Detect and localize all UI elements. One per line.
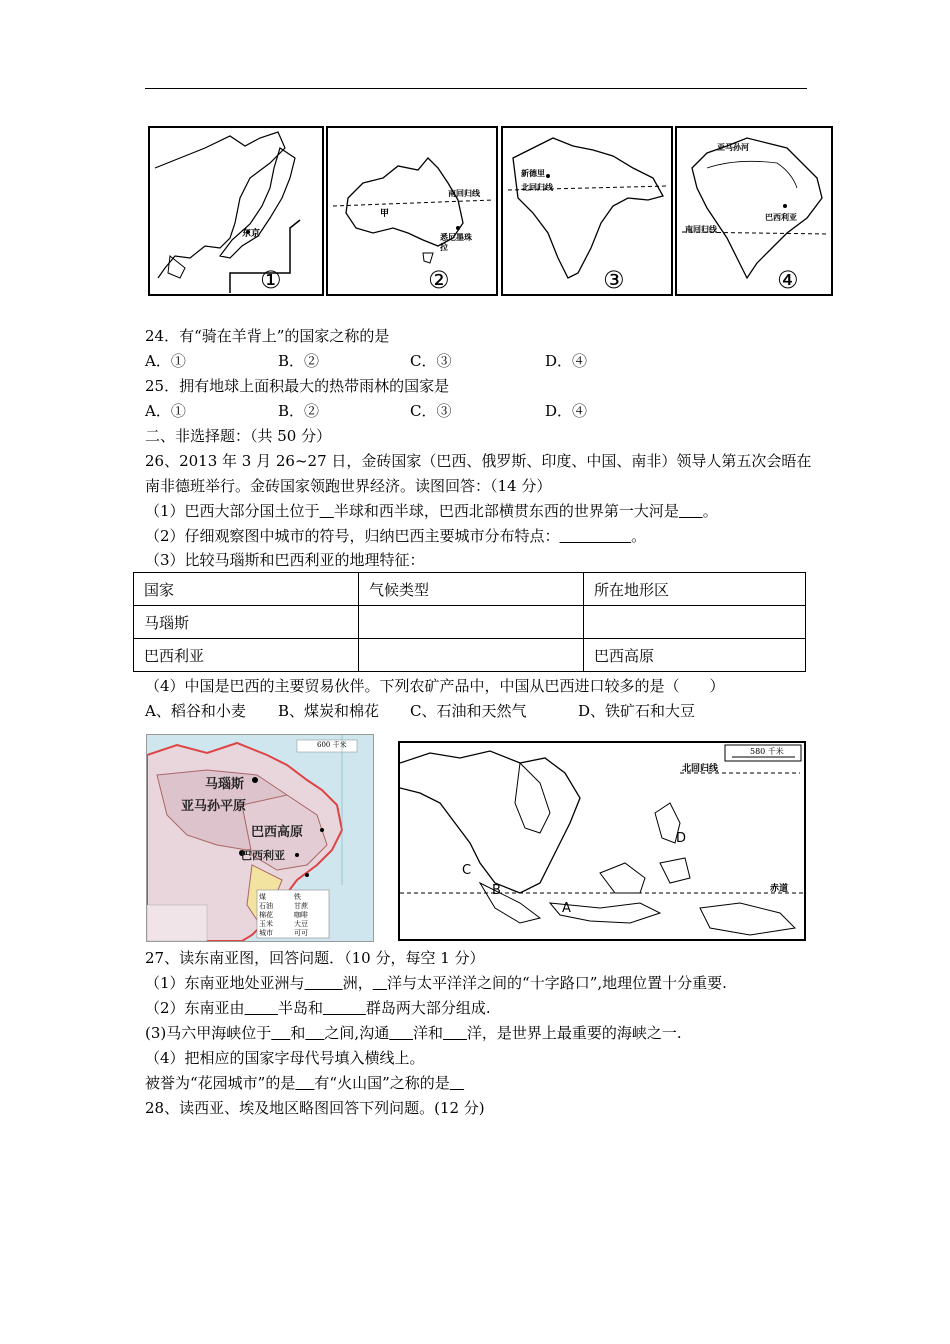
- legend-item: 甘蔗: [294, 902, 308, 910]
- map-label-2: ②: [428, 266, 450, 294]
- q26-comparison-table: [133, 572, 806, 672]
- table-cell: 巴西高原: [584, 639, 806, 672]
- map-panel-australia: [326, 126, 498, 296]
- q27-blank-strait-1[interactable]: [271, 1024, 290, 1042]
- q27-sub1-a: （1）东南亚地处亚洲与: [145, 974, 305, 992]
- section2-heading: 二、非选择题：（共 50 分）: [145, 427, 332, 445]
- sea-map-equator: 赤道: [770, 884, 789, 894]
- q27-sub4-line: [145, 1073, 464, 1093]
- q27-sub3: [145, 1023, 682, 1043]
- brazil-map-label-plateau: 巴西高原: [251, 825, 304, 840]
- map-label-3: ③: [603, 266, 625, 294]
- q25-option-b: B．②: [278, 402, 320, 420]
- q26-sub1-b: 半球和西半球，巴西北部横贯东西的世界第一大河是: [333, 502, 679, 520]
- q27-sub3-e: 洋，是世界上最重要的海峡之一.: [466, 1024, 682, 1042]
- q25-option-a: A．①: [145, 402, 186, 420]
- table-cell: 马瑙斯: [134, 606, 359, 639]
- q26-sub1-a: （1）巴西大部分国土位于: [145, 502, 320, 520]
- australia-tropic-label: 南回归线: [448, 188, 480, 198]
- sea-map-letter-d: D: [676, 831, 687, 846]
- q27-blank-garden-city[interactable]: [295, 1074, 314, 1092]
- sea-map-scale: 580 千米: [750, 747, 784, 756]
- sea-map-letter-b: B: [492, 883, 501, 898]
- table-cell-blank[interactable]: [584, 606, 806, 639]
- japan-city-label: 东京: [242, 229, 261, 239]
- legend-item: 城市: [259, 929, 273, 937]
- q26-sub1-c: 。: [702, 502, 718, 520]
- table-header-cell: 国家: [134, 573, 359, 606]
- q26-intro-2: 南非德班举行。金砖国家领跑世界经济。读图回答：（14 分）: [145, 477, 552, 495]
- legend-item: 咖啡: [294, 911, 308, 919]
- q26-option-b: B、煤炭和棉花: [278, 702, 380, 720]
- q27-stem: 27、读东南亚图，回答问题．（10 分，每空 1 分）: [145, 949, 485, 967]
- q27-sub3-d: 洋和: [413, 1024, 444, 1042]
- map-label-4: ④: [777, 266, 799, 294]
- legend-item: 石油: [259, 902, 273, 910]
- q26-option-c: C、石油和天然气: [410, 702, 527, 720]
- brazil-outline-svg: [677, 128, 831, 294]
- sea-map-letter-a: A: [562, 901, 571, 916]
- q27-blank-ocean-2[interactable]: [443, 1024, 467, 1042]
- brazil-map-scale: 600 千米: [317, 741, 347, 749]
- brazil-color-map: [146, 734, 374, 942]
- sea-map-tropic: 北回归线: [682, 764, 719, 774]
- brazil-city-label: 巴西利亚: [765, 212, 797, 222]
- southeast-asia-map-svg: [400, 743, 804, 939]
- q27-blank-ocean-1[interactable]: [389, 1024, 413, 1042]
- table-cell-blank[interactable]: [359, 606, 584, 639]
- q24-option-c: C．③: [410, 352, 452, 370]
- legend-item: 棉花: [259, 911, 273, 919]
- legend-item: 煤: [259, 893, 266, 901]
- maps-strip: [145, 126, 833, 296]
- q26-sub2: [145, 526, 646, 546]
- q26-sub2-b: 。: [631, 527, 647, 545]
- q28-stem: 28、读西亚、埃及地区略图回答下列问题。(12 分): [145, 1099, 485, 1117]
- brazil-map-label-manaus: 马瑙斯: [205, 777, 245, 792]
- q27-sub1-b: 洲，: [342, 974, 373, 992]
- q27-sub2-b: 半岛和: [277, 999, 323, 1017]
- q27-sub4: （4）把相应的国家字母代号填入横线上。: [145, 1049, 425, 1067]
- q27-blank-ocean[interactable]: [373, 974, 387, 992]
- q26-sub1: [145, 501, 718, 521]
- q26-option-a: A、稻谷和小麦: [145, 702, 246, 720]
- q27-blank-continent[interactable]: [305, 974, 343, 992]
- brazil-river-label: 亚马孙河: [717, 142, 749, 152]
- q27-blank-peninsula[interactable]: [245, 999, 278, 1017]
- q24-stem: 24．有“骑在羊背上”的国家之称的是: [145, 327, 390, 345]
- q26-sub4: （4）中国是巴西的主要贸易伙伴。下列农矿产品中，中国从巴西进口较多的是（ ）: [145, 677, 725, 695]
- brazil-map-label-amazon: 亚马孙平原: [181, 799, 247, 814]
- q27-sub2: [145, 998, 491, 1018]
- header-rule: [145, 88, 807, 89]
- australia-map-svg: [328, 128, 496, 294]
- table-header-cell: 所在地形区: [584, 573, 806, 606]
- q25-stem: 25．拥有地球上面积最大的热带雨林的国家是: [145, 377, 450, 395]
- q27-sub2-c: 群岛两大部分组成.: [365, 999, 491, 1017]
- japan-map-svg: [150, 128, 322, 294]
- table-header-cell: 气候类型: [359, 573, 584, 606]
- india-city-label: 新德里: [521, 168, 545, 178]
- q24-option-b: B．②: [278, 352, 320, 370]
- table-row: [134, 606, 806, 639]
- q26-option-d: D、铁矿石和大豆: [578, 702, 696, 720]
- q27-sub1: [145, 973, 727, 993]
- table-cell-blank[interactable]: [359, 639, 584, 672]
- brazil-map-legend: [259, 893, 329, 938]
- q26-blank-city-pattern[interactable]: [560, 527, 632, 545]
- q26-blank-hemisphere[interactable]: [320, 502, 334, 520]
- table-row: [134, 639, 806, 672]
- q27-blank-strait-2[interactable]: [305, 1024, 324, 1042]
- q25-option-d: D．④: [545, 402, 588, 420]
- australia-city-label: 悉尼墨珠拉: [440, 232, 472, 252]
- q27-sub4-line-b: 有“火山国”之称的是: [314, 1074, 450, 1092]
- q27-blank-volcano-country[interactable]: [450, 1074, 464, 1092]
- southeast-asia-map: [398, 741, 806, 941]
- map-panel-brazil: [675, 126, 833, 296]
- table-header-row: [134, 573, 806, 606]
- q26-sub3: （3）比较马瑙斯和巴西利亚的地理特征：: [145, 551, 425, 569]
- legend-item: 大豆: [294, 920, 308, 928]
- q24-option-a: A．①: [145, 352, 186, 370]
- australia-region-label: 甲: [380, 209, 390, 219]
- q27-sub3-b: 和: [290, 1024, 306, 1042]
- india-map-svg: [503, 128, 671, 294]
- q26-intro-1: 26、2013 年 3 月 26~27 日，金砖国家（巴西、俄罗斯、印度、中国、南非）领导人第五次会晤在: [145, 452, 812, 470]
- q24-option-d: D．④: [545, 352, 588, 370]
- q27-sub2-a: （2）东南亚由: [145, 999, 245, 1017]
- q27-sub4-line-a: 被誉为“花园城市”的是: [145, 1074, 296, 1092]
- legend-item: 铁: [294, 893, 301, 901]
- q27-sub3-a: (3)马六甲海峡位于: [145, 1024, 272, 1042]
- map-label-1: ①: [260, 266, 282, 294]
- sea-map-letter-c: C: [462, 863, 472, 878]
- map-panel-india: [501, 126, 673, 296]
- brazil-map-label-brasilia: 巴西利亚: [241, 849, 285, 862]
- legend-item: 玉米: [259, 920, 273, 928]
- india-tropic-label: 北回归线: [521, 182, 553, 192]
- brazil-tropic-label: 南回归线: [685, 224, 717, 234]
- map-panel-japan: [148, 126, 324, 296]
- table-cell: 巴西利亚: [134, 639, 359, 672]
- q27-blank-archipelago[interactable]: [323, 999, 366, 1017]
- q27-sub3-c: 之间,沟通: [324, 1024, 390, 1042]
- q27-sub1-c: 洋与太平洋洋之间的“十字路口”,地理位置十分重要.: [387, 974, 727, 992]
- q26-blank-river[interactable]: [679, 502, 703, 520]
- legend-item: 可可: [294, 929, 308, 937]
- q25-option-c: C．③: [410, 402, 452, 420]
- q26-sub2-a: （2）仔细观察图中城市的符号，归纳巴西主要城市分布特点：: [145, 527, 560, 545]
